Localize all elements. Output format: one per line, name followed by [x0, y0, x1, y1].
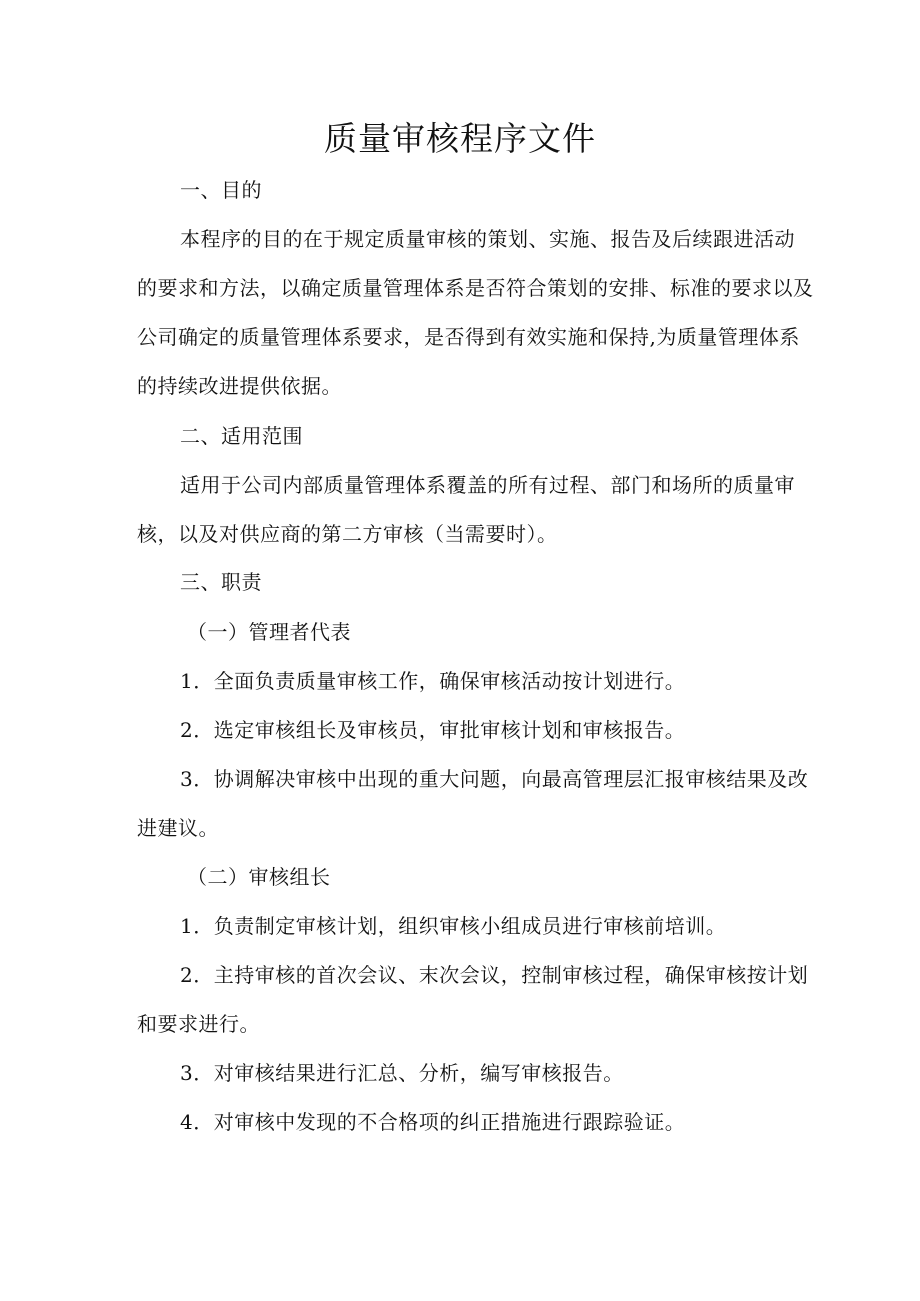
document-title: 质量审核程序文件	[324, 119, 596, 158]
list-item: 3．协调解决审核中出现的重大问题，向最高管理层汇报审核结果及改	[180, 767, 809, 791]
section-heading-purpose: 一、目的	[180, 178, 262, 202]
paragraph-line: 核，以及对供应商的第二方审核（当需要时）。	[137, 522, 558, 546]
paragraph-line: 公司确定的质量管理体系要求，是否得到有效实施和保持,为质量管理体系	[137, 325, 800, 349]
list-item: 1．全面负责质量审核工作，确保审核活动按计划进行。	[180, 669, 686, 693]
paragraph-line: 的持续改进提供依据。	[137, 374, 342, 398]
list-item: 1．负责制定审核计划，组织审核小组成员进行审核前培训。	[180, 914, 727, 938]
paragraph-line: 适用于公司内部质量管理体系覆盖的所有过程、部门和场所的质量审	[180, 473, 795, 497]
paragraph-line: 的要求和方法，以确定质量管理体系是否符合策划的安排、标准的要求以及	[137, 276, 814, 300]
list-item: 2．选定审核组长及审核员，审批审核计划和审核报告。	[180, 718, 686, 742]
subsection-heading: （一）管理者代表	[187, 620, 351, 644]
subsection-heading: （二）审核组长	[187, 865, 331, 889]
section-heading-scope: 二、适用范围	[180, 424, 303, 448]
paragraph-line: 本程序的目的在于规定质量审核的策划、实施、报告及后续跟进活动	[180, 227, 795, 251]
section-heading-responsibilities: 三、职责	[180, 570, 262, 594]
list-item: 2．主持审核的首次会议、末次会议，控制审核过程，确保审核按计划	[180, 963, 809, 987]
list-item-continuation: 进建议。	[137, 816, 219, 840]
list-item: 3．对审核结果进行汇总、分析，编写审核报告。	[180, 1061, 624, 1085]
list-item: 4．对审核中发现的不合格项的纠正措施进行跟踪验证。	[180, 1110, 686, 1134]
list-item-continuation: 和要求进行。	[137, 1012, 260, 1036]
